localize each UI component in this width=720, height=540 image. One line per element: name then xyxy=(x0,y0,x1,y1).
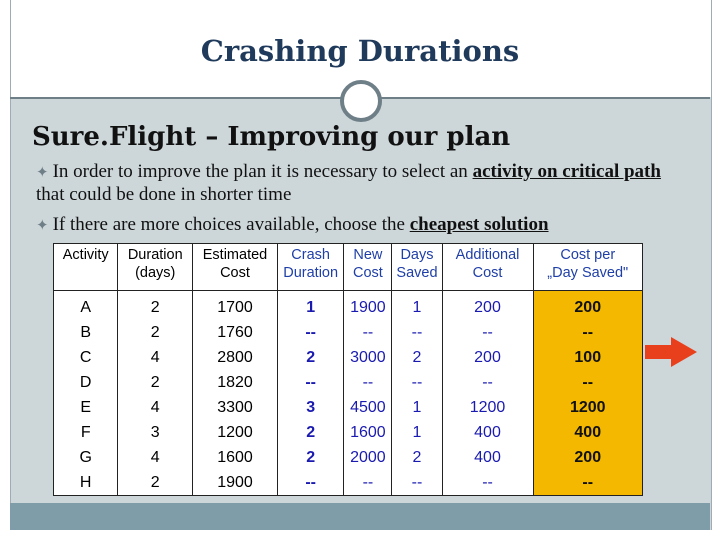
table-cell: -- xyxy=(533,320,642,345)
table-cell: 100 xyxy=(533,345,642,370)
table-row xyxy=(54,345,643,370)
table-cell: 200 xyxy=(442,291,533,321)
table-cell: 3000 xyxy=(344,345,392,370)
header-duration: Duration (days) xyxy=(118,244,193,291)
bullet-1 xyxy=(36,161,676,206)
table-cell: D xyxy=(54,370,118,395)
table-cell: 2 xyxy=(277,345,343,370)
table-cell: 400 xyxy=(533,420,642,445)
table-cell: -- xyxy=(533,370,642,395)
bullet-2 xyxy=(36,214,676,237)
header-cost-per-day-saved: Cost per „Day Saved" xyxy=(533,244,642,291)
table-cell: 2 xyxy=(118,291,193,321)
table-cell: 200 xyxy=(533,291,642,321)
table-cell: 1200 xyxy=(533,395,642,420)
table-cell: 200 xyxy=(533,445,642,470)
table-cell: 2 xyxy=(392,345,442,370)
table-cell: -- xyxy=(277,370,343,395)
table-header-row xyxy=(54,244,643,291)
selected-row-arrow-icon xyxy=(645,337,697,367)
bullet-icon: ✦ xyxy=(36,218,49,234)
table-cell: 4 xyxy=(118,345,193,370)
table-cell: 1900 xyxy=(344,291,392,321)
bullet-1-text-post: that could be done in shorter time xyxy=(36,184,292,205)
table-cell: -- xyxy=(344,370,392,395)
table-cell: 3 xyxy=(277,395,343,420)
table-cell: H xyxy=(54,470,118,496)
table-cell: 2 xyxy=(118,470,193,496)
table-cell: 1200 xyxy=(442,395,533,420)
table-cell: 1600 xyxy=(193,445,278,470)
header-activity: Activity xyxy=(54,244,118,291)
table-cell: 1 xyxy=(392,395,442,420)
table-cell: 400 xyxy=(442,445,533,470)
table-row xyxy=(54,370,643,395)
bullet-2-emphasis: cheapest solution xyxy=(409,214,549,235)
table-row xyxy=(54,320,643,345)
bullet-2-text-pre: If there are more choices available, choose the xyxy=(52,214,410,235)
table-cell: -- xyxy=(344,320,392,345)
table-cell: -- xyxy=(277,470,343,496)
table-cell: -- xyxy=(533,470,642,496)
table-cell: 3300 xyxy=(193,395,278,420)
table-row xyxy=(54,420,643,445)
table-cell: G xyxy=(54,445,118,470)
table-cell: -- xyxy=(442,470,533,496)
table-cell: E xyxy=(54,395,118,420)
slide-title: Crashing Durations xyxy=(200,34,520,68)
table-cell: C xyxy=(54,345,118,370)
table-cell: 4 xyxy=(118,445,193,470)
table-cell: 200 xyxy=(442,345,533,370)
table-cell: 1900 xyxy=(193,470,278,496)
table-cell: 3 xyxy=(118,420,193,445)
table-row xyxy=(54,445,643,470)
footer-bar xyxy=(10,503,710,530)
bullet-icon: ✦ xyxy=(36,165,49,181)
table-cell: 2 xyxy=(118,370,193,395)
table-cell: 1 xyxy=(392,291,442,321)
table-row xyxy=(54,470,643,496)
table-cell: 1 xyxy=(392,420,442,445)
table-cell: -- xyxy=(277,320,343,345)
table-cell: 1820 xyxy=(193,370,278,395)
bullet-1-text-pre: In order to improve the plan it is necessary to select an xyxy=(52,161,473,182)
table-cell: 1700 xyxy=(193,291,278,321)
table-cell: 2 xyxy=(118,320,193,345)
header-new-cost: New Cost xyxy=(344,244,392,291)
table-cell: -- xyxy=(392,470,442,496)
table-cell: -- xyxy=(392,320,442,345)
table-cell: 2000 xyxy=(344,445,392,470)
header-estimated-cost: Estimated Cost xyxy=(193,244,278,291)
table-cell: -- xyxy=(344,470,392,496)
table-cell: 1 xyxy=(277,291,343,321)
table-cell: -- xyxy=(392,370,442,395)
table-cell: 4500 xyxy=(344,395,392,420)
table-cell: 4 xyxy=(118,395,193,420)
slide-subtitle: Sure.Flight – Improving our plan xyxy=(32,122,511,152)
crashing-table xyxy=(53,243,643,496)
table-cell: 2800 xyxy=(193,345,278,370)
table-row xyxy=(54,291,643,321)
divider-circle-ornament xyxy=(340,80,382,122)
header-crash-duration: Crash Duration xyxy=(277,244,343,291)
table-cell: F xyxy=(54,420,118,445)
header-additional-cost: Additional Cost xyxy=(442,244,533,291)
bullet-1-emphasis: activity on critical path xyxy=(472,161,661,182)
table-cell: 1200 xyxy=(193,420,278,445)
header-days-saved: Days Saved xyxy=(392,244,442,291)
table-cell: 2 xyxy=(277,420,343,445)
table-cell: 1600 xyxy=(344,420,392,445)
table-cell: 2 xyxy=(392,445,442,470)
table-cell: 1760 xyxy=(193,320,278,345)
table-cell: 400 xyxy=(442,420,533,445)
table-cell: A xyxy=(54,291,118,321)
table-row xyxy=(54,395,643,420)
table-cell: -- xyxy=(442,320,533,345)
table-cell: B xyxy=(54,320,118,345)
table-cell: -- xyxy=(442,370,533,395)
table-cell: 2 xyxy=(277,445,343,470)
